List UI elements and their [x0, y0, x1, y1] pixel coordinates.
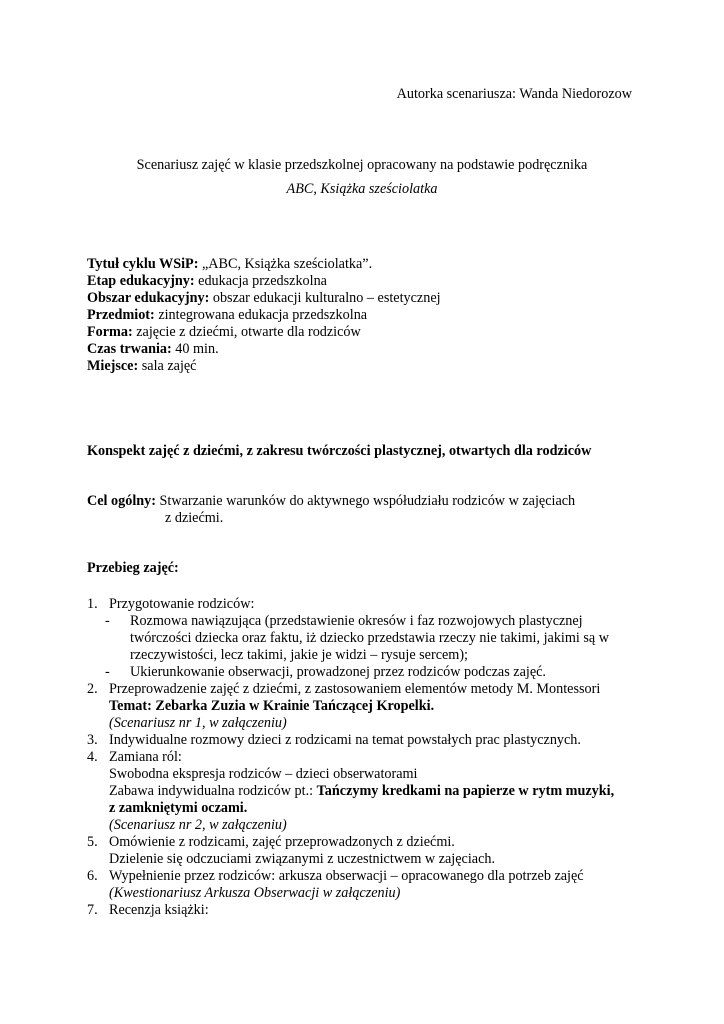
meta-area: Obszar edukacyjny: obszar edukacji kulturalno – estetycznej	[87, 290, 441, 306]
document-subtitle: ABC, Książka sześciolatka	[286, 181, 438, 197]
list-item-line: z zamkniętymi oczami.	[109, 800, 248, 816]
list-subitem: - Rozmowa nawiązująca (przedstawienie okresów i faz rozwojowych plastycznej	[105, 613, 583, 629]
list-item: 5. Omówienie z rodzicami, zajęć przeprowadzonych z dziećmi.	[87, 834, 455, 850]
meta-duration: Czas trwania: 40 min.	[87, 341, 219, 357]
steps-list	[87, 596, 647, 919]
list-subitem-continued: twórczości dziecka oraz faktu, iż dziecko przedstawia rzeczy nie takimi, jakimi są w	[130, 630, 610, 646]
list-item: 3. Indywidualne rozmowy dzieci z rodzicami na temat powstałych prac plastycznych.	[87, 732, 581, 748]
list-item: 7. Recenzja książki:	[87, 902, 209, 918]
list-item: 4. Zamiana ról:	[87, 749, 182, 765]
list-item-line: Zabawa indywidualna rodziców pt.: Tańczymy kredkami na papierze w rytm muzyki,	[109, 783, 615, 799]
attachment-note: (Scenariusz nr 1, w załączeniu)	[109, 715, 287, 731]
goal-text-continued: z dziećmi.	[165, 510, 224, 526]
meta-cycle-title: Tytuł cyklu WSiP: „ABC, Książka sześciolatka”.	[87, 256, 373, 272]
attachment-note: (Kwestionariusz Arkusza Obserwacji w załączeniu)	[109, 885, 401, 901]
goal-block	[87, 493, 575, 527]
list-subitem: - Ukierunkowanie obserwacji, prowadzonej przez rodziców podczas zajęć.	[105, 664, 546, 680]
list-item-line: Swobodna ekspresja rodziców – dzieci obserwatorami	[109, 766, 418, 782]
meta-subject: Przedmiot: zintegrowana edukacja przedszkolna	[87, 307, 368, 323]
list-item: 1. Przygotowanie rodziców:	[87, 596, 255, 612]
list-subitem-continued: rzeczywistości, lecz takimi, jakie je widzi – rysuje sercem);	[130, 647, 468, 663]
meta-stage: Etap edukacyjny: edukacja przedszkolna	[87, 273, 327, 289]
attachment-note: (Scenariusz nr 2, w załączeniu)	[109, 817, 287, 833]
meta-place: Miejsce: sala zajęć	[87, 358, 197, 374]
section-heading-przebieg: Przebieg zajęć:	[87, 560, 179, 576]
goal-label: Cel ogólny:	[87, 493, 160, 509]
meta-form: Forma: zajęcie z dziećmi, otwarte dla rodziców	[87, 324, 361, 340]
list-item: 2. Przeprowadzenie zajęć z dziećmi, z zastosowaniem elementów metody M. Montessori	[87, 681, 601, 697]
document-title: Scenariusz zajęć w klasie przedszkolnej opracowany na podstawie podręcznika	[136, 157, 588, 173]
list-item-line: Dzielenie się odczuciami związanymi z uczestnictwem w zajęciach.	[109, 851, 496, 867]
section-heading-konspekt: Konspekt zajęć z dziećmi, z zakresu twórczości plastycznej, otwartych dla rodziców	[87, 443, 592, 459]
list-item: 6. Wypełnienie przez rodziców: arkusza obserwacji – opracowanego dla potrzeb zajęć	[87, 868, 584, 884]
metadata-block	[87, 256, 441, 375]
lesson-topic: Temat: Zebarka Zuzia w Krainie Tańczącej Kropelki.	[109, 698, 435, 714]
goal-text: Stwarzanie warunków do aktywnego współudziału rodziców w zajęciach	[159, 493, 576, 509]
author-line: Autorka scenariusza: Wanda Niedorozow	[396, 86, 632, 102]
